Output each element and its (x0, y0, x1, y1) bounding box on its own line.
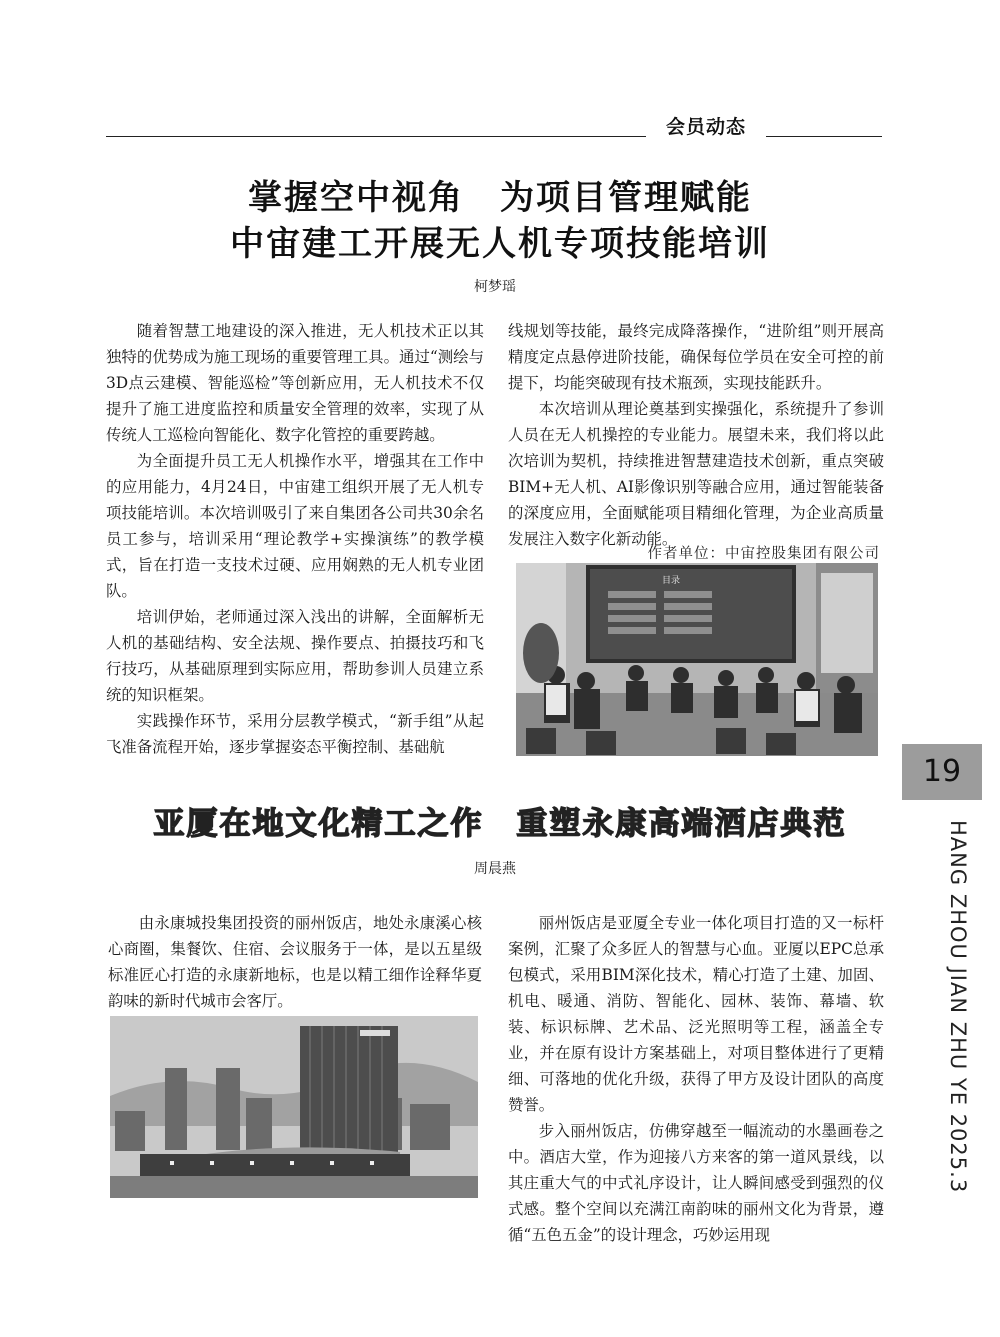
article1-paragraph: 随着智慧工地建设的深入推进，无人机技术正以其独特的优势成为施工现场的重要管理工具。通过“测绘与3D点云建模、智能巡检”等创新应用，无人机技术不仅提升了施工进度监控和质量安全管理的效率，实现了从传统人工巡检向智能化、数字化管控的重要跨越。 (106, 322, 484, 444)
article1-paragraph: 为全面提升员工无人机操作水平，增强其在工作中的应用能力，4月24日，中宙建工组织开展了无人机专项技能培训。本次培训吸引了来自集团各公司共30余名员工参与，培训采用“理论教学+实操演练”的教学模式，旨在打造一支技术过硬、应用娴熟的无人机专业团队。 (106, 452, 484, 600)
article2-left-column (108, 910, 482, 1014)
article1-paragraph: 实践操作环节，采用分层教学模式，“新手组”从起飞准备流程开始，逐步掌握姿态平衡控制、基础航 (106, 712, 484, 756)
header-rule-left (106, 136, 646, 137)
header-rule-right (766, 136, 882, 137)
article1-left-column (106, 318, 484, 760)
article1-author: 柯梦瑶 (474, 279, 516, 295)
article1-title-line2: 中宙建工开展无人机专项技能培训 (230, 224, 770, 264)
training-room-illustration (516, 563, 878, 756)
article1-paragraph: 培训伊始，老师通过深入浅出的讲解，全面解析无人机的基础结构、安全法规、操作要点、拍摄技巧和飞行技巧，从基础原理到实际应用，帮助参训人员建立系统的知识框架。 (106, 608, 484, 704)
screen-title: 目录 (662, 576, 681, 586)
article1-right-column (508, 318, 884, 552)
article1-paragraph-continuation: 线规划等技能，最终完成降落操作，“进阶组”则开展高精度定点悬停进阶技能，确保每位学员在安全可控的前提下，均能突破现有技术瓶颈，实现技能跃升。 (508, 322, 884, 392)
article2-paragraph: 丽州饭店是亚厦全专业一体化项目打造的又一标杆案例，汇聚了众多匠人的智慧与心血。亚厦以EPC总承包模式，采用BIM深化技术，精心打造了土建、加固、机电、暖通、消防、智能化、园林、装饰、幕墙、软装、标识标牌、艺术品、泛光照明等工程，涵盖全专业，并在原有设计方案基础上，对项目整体进行了更精细、可落地的优化升级，获得了甲方及设计团队的高度赞誉。 (508, 914, 884, 1114)
hotel-photo (110, 1016, 478, 1198)
article2-right-column (508, 910, 884, 1248)
article1-author-unit: 作者单位：中宙控股集团有限公司 (647, 546, 880, 562)
article1-paragraph: 本次培训从理论奠基到实操强化，系统提升了参训人员在无人机操控的专业能力。展望未来，我们将以此次培训为契机，持续推进智慧建造技术创新，重点突破BIM+无人机、AI影像识别等融合应用，通过智能装备的深度应用，全面赋能项目精细化管理，为企业高质量发展注入数字化新动能。 (508, 400, 884, 548)
article2-paragraph: 步入丽州饭店，仿佛穿越至一幅流动的水墨画卷之中。酒店大堂，作为迎接八方来客的第一道风景线，以其庄重大气的中式礼序设计，让人瞬间感受到强烈的仪式感。整个空间以充满江南韵味的丽州文化为背景，遵循“五色五金”的设计理念，巧妙运用现 (508, 1122, 884, 1244)
article1-title-line1: 掌握空中视角 为项目管理赋能 (248, 178, 752, 218)
training-room-photo (516, 563, 878, 756)
article2-paragraph: 由永康城投集团投资的丽州饭店，地处永康溪心核心商圈，集餐饮、住宿、会议服务于一体，是以五星级标准匠心打造的永康新地标，也是以精工细作诠释华夏韵味的新时代城市会客厅。 (108, 914, 482, 1010)
page-number: 19 (902, 744, 982, 800)
journal-name: HANG ZHOU JIAN ZHU YE 2025.3 (946, 820, 970, 1194)
article2-title: 亚厦在地文化精工之作 重塑永康高端酒店典范 (153, 806, 847, 842)
article2-author: 周晨燕 (474, 861, 516, 877)
section-label: 会员动态 (665, 116, 746, 138)
hotel-illustration (110, 1016, 478, 1198)
